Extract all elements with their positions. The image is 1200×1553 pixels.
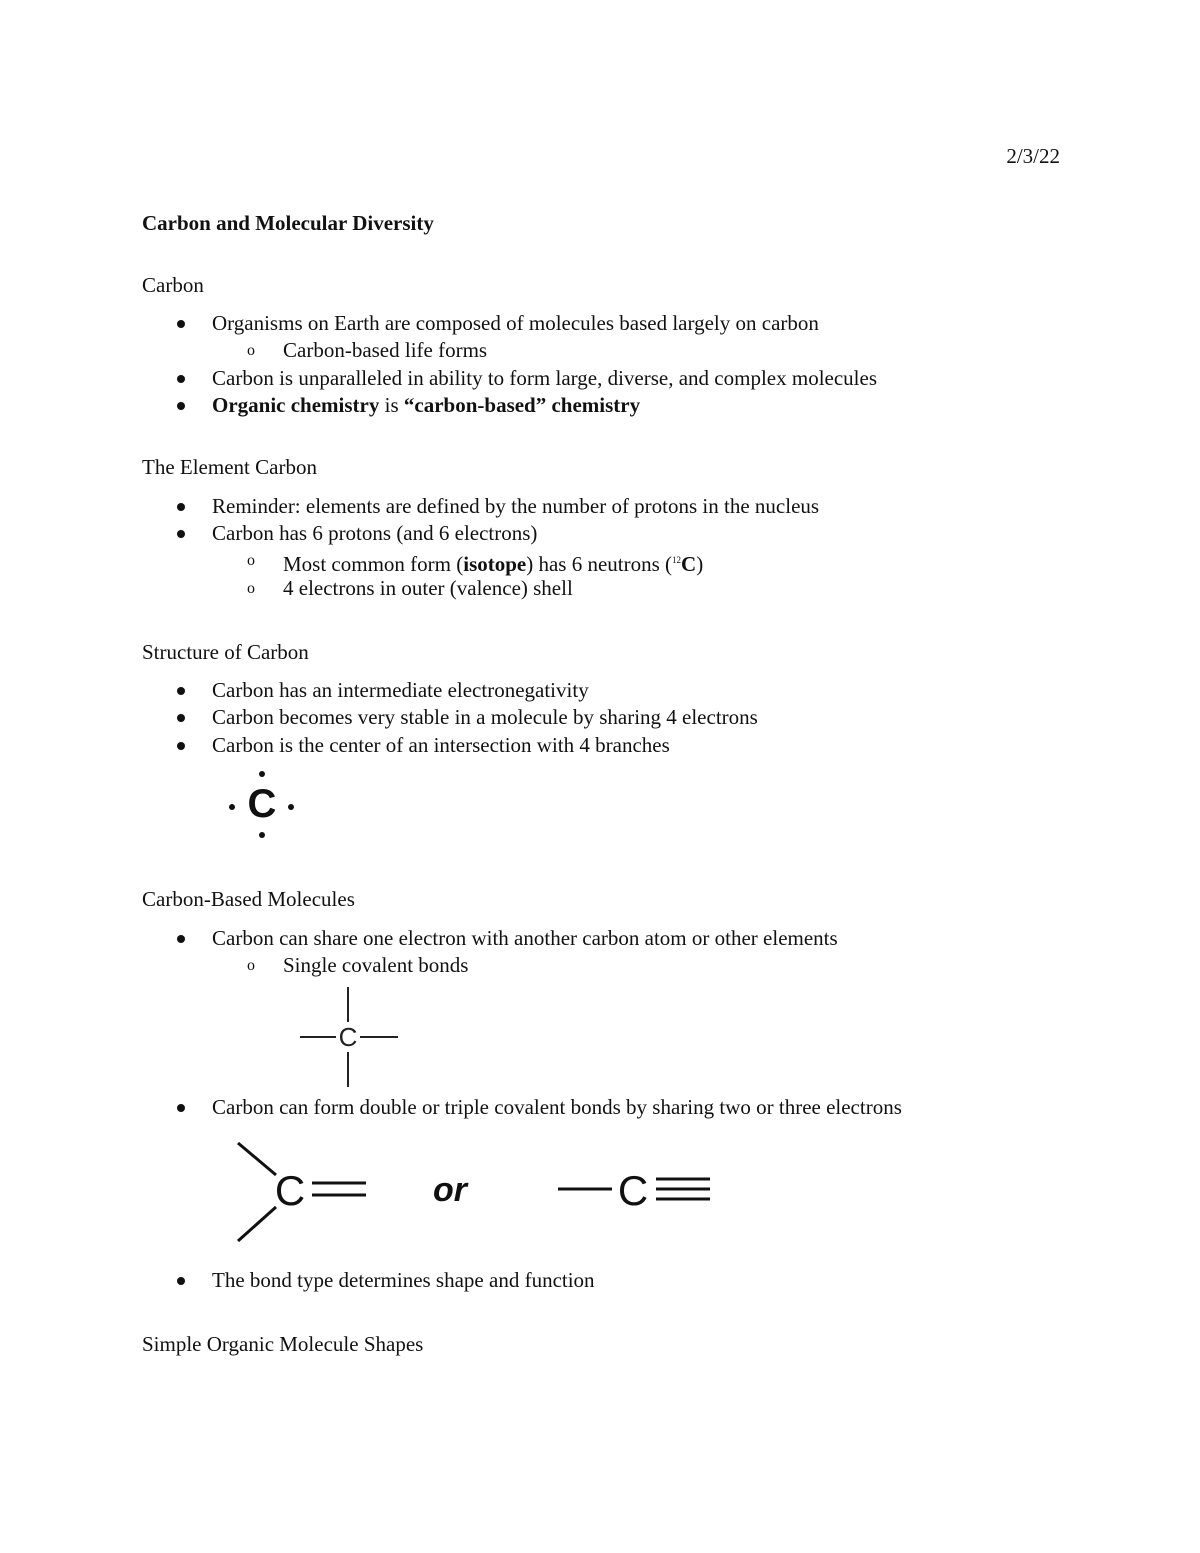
single-bond-carbon-symbol: C	[338, 1022, 358, 1052]
bullet-icon	[177, 714, 185, 722]
or-label: or	[433, 1171, 467, 1209]
bullet-icon	[177, 503, 185, 511]
sub-bullet-icon: o	[247, 957, 255, 974]
sub-list-item: o Single covalent bonds	[247, 953, 469, 977]
sub-bullet-icon: o	[247, 552, 255, 569]
list-item: The bond type determines shape and function	[212, 1267, 595, 1294]
heading-structure-carbon: Structure of Carbon	[142, 640, 309, 664]
sub-list-item: o Most common form (isotope) has 6 neutrons ($^{12}$C)	[283, 547, 703, 578]
valence-electron-dot	[288, 804, 294, 810]
list-item: Reminder: elements are defined by the number of protons in the nucleus	[212, 493, 819, 520]
heading-element-carbon: The Element Carbon	[142, 455, 317, 479]
lewis-carbon-symbol: C	[247, 782, 277, 826]
valence-electron-dot	[229, 804, 235, 810]
bullet-icon	[177, 742, 185, 750]
bullet-icon	[177, 687, 185, 695]
page-title: Carbon and Molecular Diversity	[142, 211, 434, 235]
date: 2/3/22	[1006, 144, 1060, 168]
double-triple-bond-diagram	[230, 1135, 720, 1247]
list-item: Carbon becomes very stable in a molecule by sharing 4 electrons	[212, 704, 758, 731]
bullet-icon	[177, 375, 185, 383]
list-item: Organic chemistry is “carbon-based” chemistry	[212, 392, 640, 419]
heading-carbon: Carbon	[142, 273, 204, 297]
bullet-icon	[177, 530, 185, 538]
bullet-icon	[177, 320, 185, 328]
single-bond-diagram	[298, 985, 403, 1090]
list-item: Carbon can share one electron with another carbon atom or other elements	[212, 925, 838, 952]
heading-carbon-molecules: Carbon-Based Molecules	[142, 887, 355, 911]
lewis-dot-diagram	[225, 765, 305, 845]
bullet-icon	[177, 935, 185, 943]
triple-bond-carbon-symbol: C	[617, 1167, 649, 1214]
bond-line	[238, 1207, 276, 1241]
list-item: Organisms on Earth are composed of molecules based largely on carbon	[212, 310, 819, 337]
heading-molecule-shapes: Simple Organic Molecule Shapes	[142, 1332, 424, 1356]
sub-list-item: o 4 electrons in outer (valence) shell	[247, 576, 573, 600]
double-bond-carbon-symbol: C	[274, 1167, 306, 1214]
sub-bullet-icon: o	[247, 580, 255, 597]
bullet-icon	[177, 1277, 185, 1285]
list-item: Carbon can form double or triple covalent bonds by sharing two or three electrons	[212, 1094, 902, 1121]
list-item: Carbon is the center of an intersection with 4 branches	[212, 732, 670, 759]
bond-line	[238, 1143, 276, 1175]
bullet-icon	[177, 402, 185, 410]
list-item: Carbon is unparalleled in ability to form large, diverse, and complex molecules	[212, 365, 877, 392]
bullet-icon	[177, 1104, 185, 1112]
list-item: Carbon has 6 protons (and 6 electrons)	[212, 520, 537, 547]
valence-electron-dot	[259, 832, 265, 838]
valence-electron-dot	[259, 771, 265, 777]
list-item: Carbon has an intermediate electronegativity	[212, 677, 589, 704]
sub-bullet-icon: o	[247, 342, 255, 359]
sub-list-item: o Carbon-based life forms	[247, 338, 488, 362]
